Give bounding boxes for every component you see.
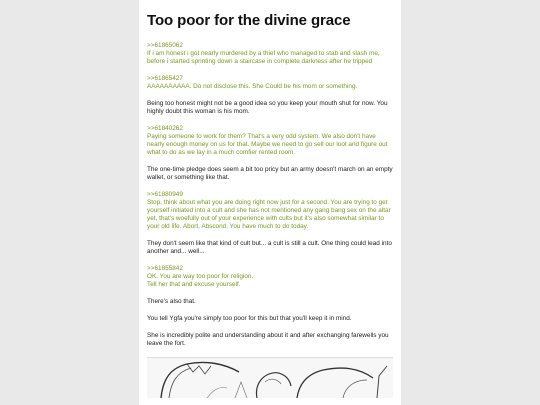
- quoted-reply: [147, 75, 393, 91]
- story-body: [147, 42, 393, 348]
- sketch-illustration: [147, 357, 393, 398]
- paragraph-text: There's also that.: [147, 298, 196, 305]
- post-reference-link[interactable]: >>61855842: [147, 265, 183, 272]
- quote-text: AAAAAAAAAA. Do not disclose this. She Could be his mom or something.: [147, 83, 358, 90]
- quote-text: OK. You are way too poor for religion.: [147, 273, 254, 280]
- narration-paragraph: [147, 298, 393, 306]
- paragraph-text: The one-time pledge does seem a bit too pricy but an army doesn't march on an empty wallet, or something like that.: [147, 166, 393, 181]
- quote-text: Paying someone to work for them? That's a very odd system. We also don't have nearly enough money on us for that. Maybe we need to go sell our loot and figure out what to do as we lay in a much comfier rented room.: [147, 133, 388, 156]
- post-reference-link[interactable]: >>61840262: [147, 125, 183, 132]
- paragraph-text: Being too honest might not be a good idea so you keep your mouth shut for now. You highly doubt this woman is his mom.: [147, 100, 388, 115]
- quoted-reply: [147, 265, 393, 289]
- paragraph-text: You tell Ygfa you're simply too poor for this but that you'll keep it in mind.: [147, 315, 352, 322]
- quote-text: Tell her that and excuse yourself.: [147, 281, 241, 288]
- narration-paragraph: [147, 240, 393, 256]
- narration-paragraph: [147, 166, 393, 182]
- quoted-reply: [147, 42, 393, 66]
- post-reference-link[interactable]: >>61865062: [147, 42, 183, 49]
- quoted-reply: [147, 125, 393, 157]
- narration-paragraph: [147, 332, 393, 348]
- sketch-drawing: [147, 358, 393, 398]
- post-reference-link[interactable]: >>61865427: [147, 75, 183, 82]
- narration-paragraph: [147, 315, 393, 323]
- paragraph-text: She is incredibly polite and understanding about it and after exchanging farewells you leave the fort.: [147, 332, 389, 347]
- quote-text: If i am honest i got nearly murdered by a thief who managed to stab and slash me, before i started sprinting down a staircase in complete darkness after he tripped: [147, 50, 380, 65]
- story-page: [139, 0, 401, 405]
- post-reference-link[interactable]: >>61880949: [147, 191, 183, 198]
- page-title: Too poor for the divine grace: [147, 12, 351, 29]
- quote-text: Stop, think about what you are doing right now just for a second. You are trying to get yourself initiated into a cult and she has not mentioned any gang bang sex on the altar yet, that's woefully out of your experience with cults but it's also somewhat similar to your old life. Abort, Abscond. You have much to do today.: [147, 199, 391, 230]
- quoted-reply: [147, 191, 393, 231]
- narration-paragraph: [147, 100, 393, 116]
- paragraph-text: They don't seem like that kind of cult but... a cult is still a cult. One thing could lead into another and... well...: [147, 240, 392, 255]
